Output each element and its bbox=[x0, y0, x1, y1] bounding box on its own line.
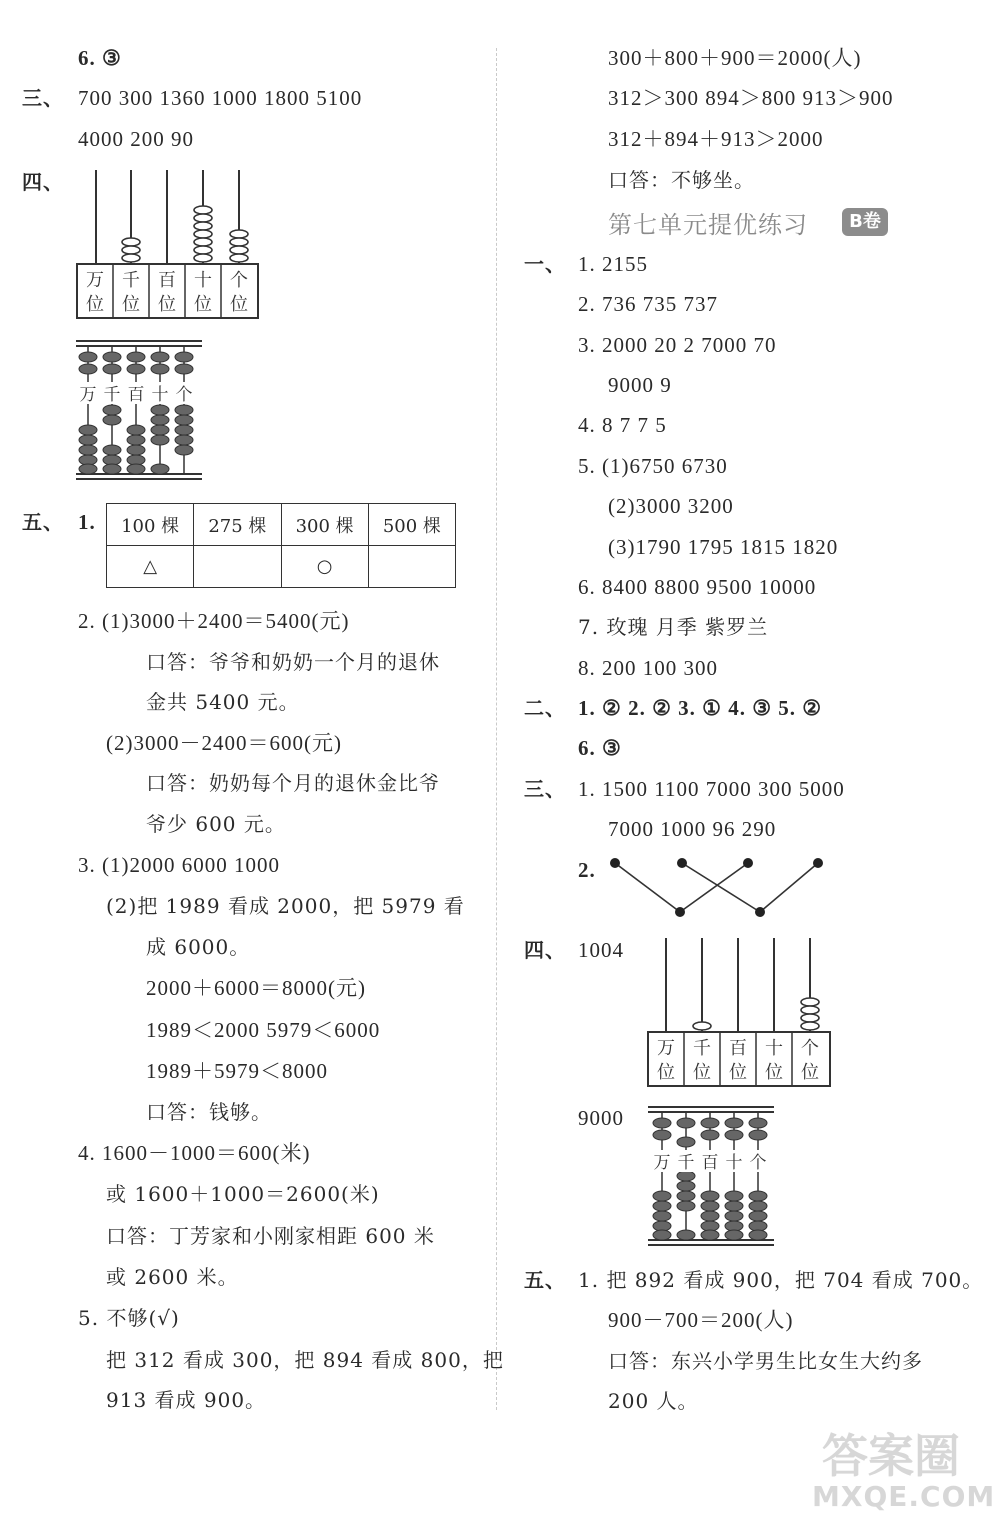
answer-line: 1. 1500 1100 7000 300 5000 bbox=[578, 777, 845, 801]
svg-text:位: 位 bbox=[801, 1062, 819, 1083]
suanpan-figure bbox=[74, 338, 206, 484]
answer-line: 或 2600 米。 bbox=[106, 1265, 239, 1289]
answer-line: (3)1790 1795 1815 1820 bbox=[608, 535, 839, 559]
place-label: 千 bbox=[122, 270, 140, 291]
answer-line: 1. ② 2. ② 3. ① 4. ③ 5. ② bbox=[578, 696, 823, 720]
svg-text:十: 十 bbox=[151, 385, 169, 405]
answer-line: 312＞300 894＞800 913＞900 bbox=[608, 86, 894, 110]
answer-line: 7000 1000 96 290 bbox=[608, 817, 777, 841]
section-label: 五、 bbox=[524, 1268, 566, 1292]
counting-frame-figure bbox=[646, 936, 836, 1090]
answer-line: 金共 5400 元。 bbox=[146, 690, 300, 714]
watermark-logo: 答案圈 bbox=[822, 1429, 960, 1483]
svg-text:位: 位 bbox=[122, 294, 140, 315]
table-cell: ○ bbox=[281, 546, 368, 588]
answer-line: (2)把 1989 看成 2000，把 5979 看 bbox=[106, 894, 465, 918]
svg-text:百: 百 bbox=[729, 1038, 747, 1059]
svg-text:位: 位 bbox=[765, 1062, 783, 1083]
answer-line: 9000 9 bbox=[608, 373, 672, 397]
item-number: 1. bbox=[78, 510, 96, 534]
answer-line: 200 人。 bbox=[608, 1389, 699, 1413]
table-header: 275 棵 bbox=[194, 504, 281, 546]
answer-line: 8. 200 100 300 bbox=[578, 656, 718, 680]
watermark-url: MXQE.COM bbox=[812, 1480, 996, 1513]
svg-text:位: 位 bbox=[158, 294, 176, 315]
answer-line: 2. 736 735 737 bbox=[578, 292, 718, 316]
svg-text:千: 千 bbox=[693, 1038, 711, 1059]
column-divider bbox=[496, 48, 497, 1410]
matching-lines-figure bbox=[600, 850, 840, 925]
answer-line: 1. 把 892 看成 900，把 704 看成 700。 bbox=[578, 1268, 984, 1292]
svg-text:位: 位 bbox=[657, 1062, 675, 1083]
place-label: 万 bbox=[86, 270, 104, 291]
answer-line: 6. ③ bbox=[78, 46, 122, 70]
svg-text:个: 个 bbox=[749, 1153, 767, 1173]
answer-line: 爷少 600 元。 bbox=[146, 812, 286, 836]
svg-text:十: 十 bbox=[765, 1038, 783, 1059]
svg-text:万: 万 bbox=[79, 385, 97, 405]
svg-text:位: 位 bbox=[230, 294, 248, 315]
answer-line: 7. 玫瑰 月季 紫罗兰 bbox=[578, 615, 769, 639]
answer-line: 口答：丁芳家和小刚家相距 600 米 bbox=[106, 1224, 435, 1248]
answer-line: (2)3000－2400＝600(元) bbox=[106, 731, 342, 755]
svg-text:位: 位 bbox=[693, 1062, 711, 1083]
answer-line: 913 看成 900。 bbox=[106, 1388, 267, 1412]
answer-line: 1989＜2000 5979＜6000 bbox=[146, 1018, 381, 1042]
section-label: 四、 bbox=[524, 938, 566, 962]
b-volume-badge: B卷 bbox=[842, 208, 888, 236]
answer-line: 口答：奶奶每个月的退休金比爷 bbox=[146, 771, 440, 795]
answer-line: 2. (1)3000＋2400＝5400(元) bbox=[78, 609, 350, 633]
svg-text:千: 千 bbox=[103, 385, 121, 405]
answer-line: 把 312 看成 300，把 894 看成 800，把 bbox=[106, 1348, 504, 1372]
table-header: 500 棵 bbox=[368, 504, 455, 546]
place-label: 个 bbox=[230, 270, 248, 291]
answer-line: 或 1600＋1000＝2600(米) bbox=[106, 1182, 380, 1206]
table-cell: △ bbox=[107, 546, 194, 588]
svg-text:百: 百 bbox=[127, 385, 145, 405]
table-header: 300 棵 bbox=[281, 504, 368, 546]
answer-line: 4. 1600－1000＝600(米) bbox=[78, 1141, 311, 1165]
answer-line: 口答：钱够。 bbox=[146, 1100, 272, 1124]
answer-line: 口答：不够坐。 bbox=[608, 168, 755, 192]
section-label: 五、 bbox=[22, 510, 64, 534]
answer-line: 312＋894＋913＞2000 bbox=[608, 127, 824, 151]
answer-line: 3. (1)2000 6000 1000 bbox=[78, 853, 280, 877]
section-label: 三、 bbox=[524, 777, 566, 801]
svg-text:千: 千 bbox=[677, 1153, 695, 1173]
table-cell bbox=[368, 546, 455, 588]
section-label: 二、 bbox=[524, 696, 566, 720]
answer-line: 1004 bbox=[578, 938, 624, 962]
section-title: 第七单元提优练习 bbox=[608, 211, 808, 239]
answer-line: 9000 bbox=[578, 1106, 624, 1130]
answer-line: 3. 2000 20 2 7000 70 bbox=[578, 333, 777, 357]
answer-line: 5. (1)6750 6730 bbox=[578, 454, 728, 478]
answer-line: 2000＋6000＝8000(元) bbox=[146, 976, 366, 1000]
table-cell bbox=[194, 546, 281, 588]
answer-line: 4. 8 7 7 5 bbox=[578, 413, 667, 437]
svg-text:个: 个 bbox=[801, 1038, 819, 1059]
answer-line: 4000 200 90 bbox=[78, 127, 194, 151]
suanpan-figure bbox=[646, 1104, 778, 1250]
svg-text:位: 位 bbox=[729, 1062, 747, 1083]
item-number: 2. bbox=[578, 858, 596, 882]
answer-line: 成 6000。 bbox=[146, 935, 251, 959]
tree-table bbox=[106, 503, 456, 588]
svg-text:万: 万 bbox=[653, 1153, 671, 1173]
svg-text:个: 个 bbox=[175, 385, 193, 405]
counting-frame-figure bbox=[74, 168, 264, 322]
answer-line: 1. 2155 bbox=[578, 252, 648, 276]
answer-line: 5. 不够(√) bbox=[78, 1306, 180, 1330]
place-label: 百 bbox=[158, 270, 176, 291]
svg-text:万: 万 bbox=[657, 1038, 675, 1059]
answer-line: 700 300 1360 1000 1800 5100 bbox=[78, 86, 363, 110]
answer-line: (2)3000 3200 bbox=[608, 494, 734, 518]
answer-line: 口答：爷爷和奶奶一个月的退休 bbox=[146, 650, 440, 674]
answer-line: 1989＋5979＜8000 bbox=[146, 1059, 328, 1083]
answer-line: 900－700＝200(人) bbox=[608, 1308, 794, 1332]
table-header: 100 棵 bbox=[107, 504, 194, 546]
place-label: 十 bbox=[194, 270, 212, 291]
svg-text:百: 百 bbox=[701, 1153, 719, 1173]
answer-line: 6. 8400 8800 9500 10000 bbox=[578, 575, 817, 599]
section-label: 三、 bbox=[22, 86, 64, 110]
answer-line: 6. ③ bbox=[578, 736, 622, 760]
section-label: 四、 bbox=[22, 170, 64, 194]
svg-text:位: 位 bbox=[194, 294, 212, 315]
answer-line: 300＋800＋900＝2000(人) bbox=[608, 46, 862, 70]
section-label: 一、 bbox=[524, 252, 566, 276]
svg-text:位: 位 bbox=[86, 294, 104, 315]
answer-line: 口答：东兴小学男生比女生大约多 bbox=[608, 1349, 923, 1373]
svg-text:十: 十 bbox=[725, 1153, 743, 1173]
